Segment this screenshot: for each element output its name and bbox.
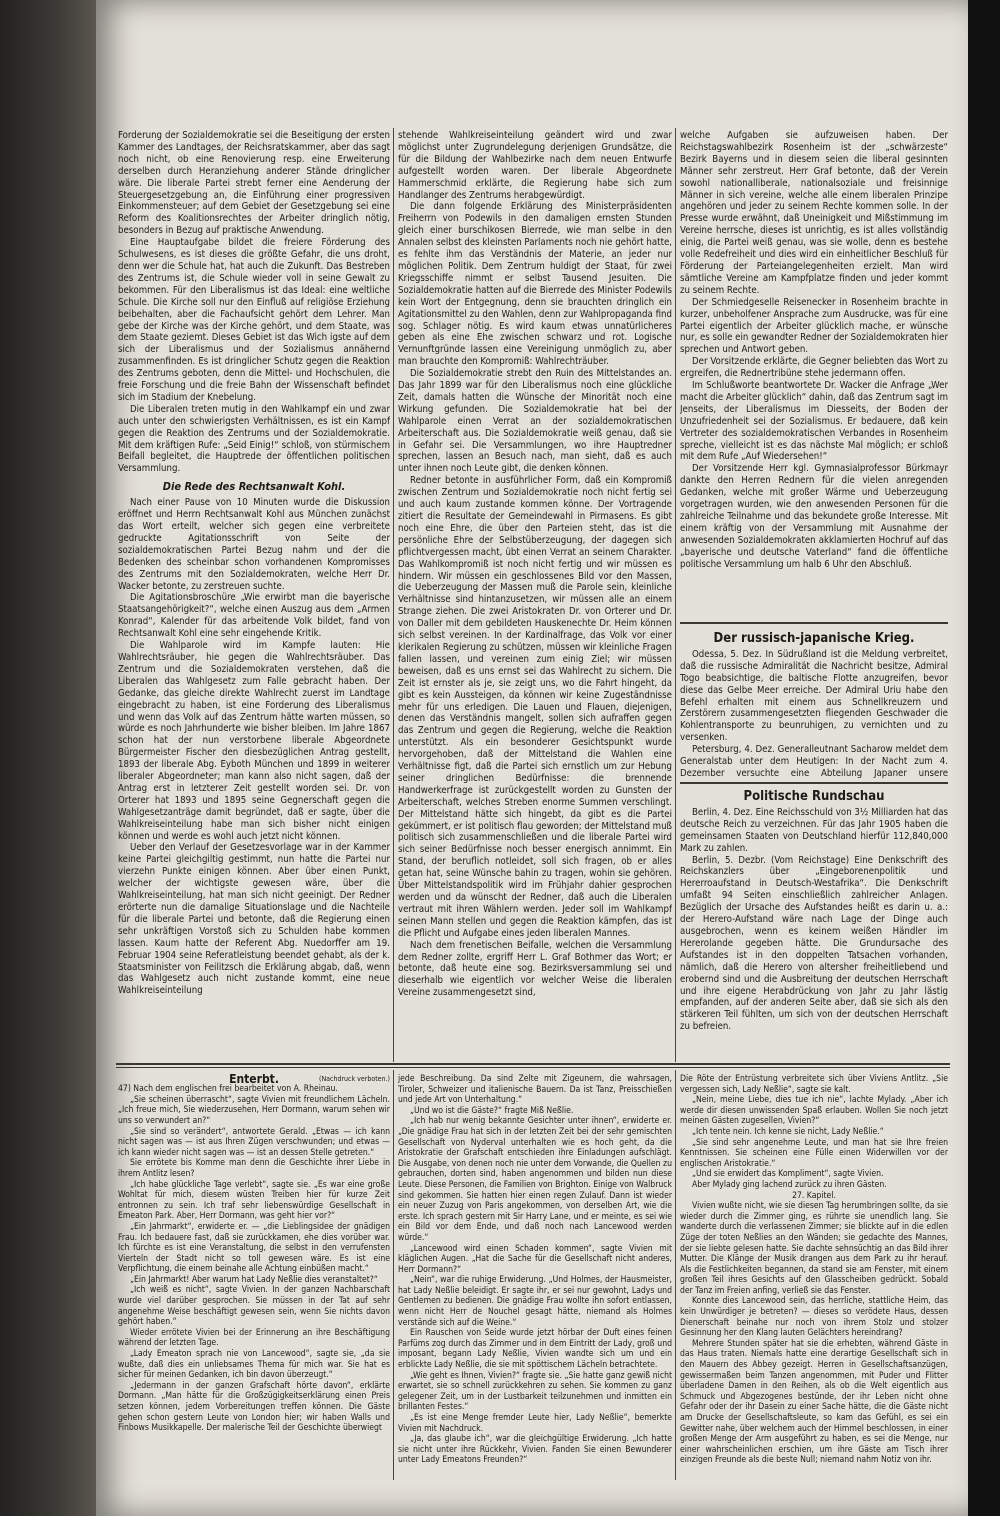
paragraph: „Nein, meine Liebe, dies tue ich nie“, lachte Mylady. „Aber ich werde dir diesen unwissenden Spaß erlauben. Wollen Sie noch jetzt meinen Gästen zugesellen, Vivien?“ bbox=[680, 1095, 948, 1127]
paragraph: „Ein Jahrmarkt“, erwiderte er. — „die Lieblingsidee der gnädigen Frau. Ich bedauere fast, daß sie zurückkamen, ehe dies vorüber war. Ich fürchte es ist eine Veranstaltung, die selbst in den verrufensten Vierteln der Stadt nicht so toll gewesen wäre. Es ist eine Verpflichtung, die einem beinahe alle Achtung einbüßen macht.“ bbox=[118, 1221, 390, 1275]
paragraph: Konnte dies Lancewood sein, das herrliche, stattliche Heim, das kein Unwürdiger je betreten? — dieses so verödete Haus, dessen Dienerschaft beinahe nur noch von ihrem Stolz und stolzer Gesinnung her den Klang lauten Gelächters hereindrang? bbox=[680, 1296, 948, 1339]
feuilleton-column-3 bbox=[680, 1074, 948, 1480]
paragraph: Mehrere Stunden später hat sie die erhebten, während Gäste in das Haus traten. Niemals hatte eine derartige Gesellschaft sich in den Mauern des Abbey gezeigt. Herren in Gesellschaftsanzügen, gewissermaßen beim Tanzen angenommen, mit Puder und Flitter überladene Damen in den Reihen, als ob die Welt eigentlich aus Schmuck und Abgezogenes bestünde, der ihr Leben nicht ohne Gefahr oder der ihr Dasein zu einer Sache hätte, die die Gäste nicht am Drucke der Gesellschaftsleute, so kam das Gefühl, es sei ein Gewitter nahe, über welchem auch der Himmel beschlossen, in einer großen Menge der Arm ausgeführt zu haben, es sei die Menge, nur einer wahrscheinlichen erschien, um ihre Gäste am Tisch ihrer einzigen Freunde als die beste Null; niemand nahm Notiz von ihr. bbox=[680, 1338, 948, 1466]
paragraph: Berlin, 4. Dez. Eine Reichsschuld von 3½ Milliarden hat das deutsche Reich zu verzeichnen. Für das Jahr 1905 haben die gemeinsamen Staaten von Deutschland hierfür 112,840,000 Mark zu zahlen. bbox=[680, 806, 948, 854]
paragraph: „Ich weiß es nicht“, sagte Vivien. In der ganzen Nachbarschaft wurde viel darüber gesprochen. Sie müssen in der Tat auf sehr angenehme Weise beschäftigt gewesen sein, wenn Sie nichts davon gehört haben.“ bbox=[118, 1285, 390, 1328]
paragraph: „Sie scheinen überrascht“, sagte Vivien mit freundlichem Lächeln. „Ich freue mich, Sie wiederzusehen, Herr Dormann, warum sehen wir uns so verwundert an?“ bbox=[118, 1094, 390, 1126]
column-rule bbox=[675, 1070, 676, 1480]
paragraph: „Lancewood wird einen Schaden kommen“, sagte Vivien mit kläglichen Augen. „Hat die Sache für die Gesellschaft nicht anderes, Herr Dormann?“ bbox=[398, 1243, 672, 1275]
paragraph: Der Vorsitzende Herr kgl. Gymnasialprofessor Bürkmayr dankte den Herren Rednern für die vielen anregenden Gedanken, welche mit großer Wärme und Ueberzeugung vorgetragen wurden, wie den anwesenden Personen für die zahlreiche Teilnahme und das bekundete große Interesse. Mit einem kräftig von der Versammlung mit Ausnahme der anwesenden Sozialdemokraten akklamierten Hochruf auf das „bayerische und deutsche Vaterland“ fand die öffentliche politische Versammlung um halb 6 Uhr den Abschluß. bbox=[680, 463, 948, 570]
column-rule bbox=[675, 128, 676, 1062]
chapter-heading: 27. Kapitel. bbox=[792, 1190, 836, 1201]
paragraph: Die Wahlparole wird im Kampfe lauten: Hie Wahlrechtsräuber, hie gegen die Wahlrechtsräuber. Das Zentrum und die Sozialdemokraten verstehen, daß die Liberalen das Wahlgesetz zum Falle gebracht haben. Der Gedanke, das gleiche direkte Wahlrecht zuerst im Landtage eingebracht zu haben, ist eine Forderung des Liberalismus und wenn das Volk auf das Zentrum hätte warten müssen, so würde es noch Jahrhunderte wie bisher bleiben. Im Jahre 1867 schon hat der nun verstorbene liberale Abgeordnete Bürgermeister Fischer den diesbezüglichen Antrag gestellt, 1893 der liberale Abg. Eyboth München und 1899 in weiterer liberaler Abgeordneter; man kann also nicht sagen, daß der Antrag erst in letzterer Zeit gestellt worden sei. Dr. von Orterer hat 1893 und 1895 seine Gegnerschaft gegen die Wahlgesetzanträge damit begründet, daß er sagte, über die Wahlkreiseinteilung habe man sich bisher nicht einigen können und werde es wohl auch jetzt nicht können. bbox=[118, 640, 390, 842]
paragraph: Im Schlußworte beantwortete Dr. Wacker die Anfrage „Wer macht die Arbeiter glücklich“ dahin, daß das Zentrum sagt im Jenseits, der Liberalismus im Diesseits, der Boden der Unzufriedenheit sei der Sozialismus. Er bedauere, daß kein Vertreter des sozialdemokratischen Verbandes in Rosenheim spreche, vielleicht ist es das nächste Mal möglich; er schloß mit dem Rufe „Auf Wiedersehen!“ bbox=[680, 380, 948, 463]
feuilleton-column-2 bbox=[398, 1074, 672, 1480]
page-edge-shadow bbox=[968, 0, 1000, 1516]
paragraph: Petersburg, 4. Dez. Generalleutnant Sacharow meldet dem Generalstab unter dem Heutigen: In der Nacht zum 4. Dezember versuchte eine Abteilung Japaner unsere bbox=[680, 744, 948, 778]
paragraph: Forderung der Sozialdemokratie sei die Beseitigung der ersten Kammer des Landtages, der Reichsratskammer, aber das sagt noch nicht, ob eine Renovierung resp. eine Erweiterung derselben durch Heranziehung anderer Stände dringlicher wäre. Die liberale Partei strebt ferner eine Aenderung der Steuergesetzgebung an, die Einführung einer progressiven Einkommensteuer; auf dem Gebiet der Gesetzgebung sei eine Reform des Koalitionsrechtes der Arbeiter dringlich nötig, besonders in Bezug auf praktische Anwendung. bbox=[118, 130, 390, 237]
paragraph: Nach einer Pause von 10 Minuten wurde die Diskussion eröffnet und Herrn Rechtsanwalt Kohl aus München zunächst das Wort erteilt, welcher sich gegen eine verbreitete gedruckte Agitationsschrift von Seite der sozialdemokratischen Partei Bezug nahm und der die Bedenken des scheinbar schon vorhandenen Kompromisses des Zentrums mit den Sozialdemokraten, welche Herr Dr. Wacker betonte, zu zerstreuen suchte. bbox=[118, 497, 390, 592]
section-heading: Der russisch-japanische Krieg. bbox=[713, 631, 915, 646]
paragraph: „Lady Emeaton sprach nie von Lancewood“, sagte sie, „da sie wußte, daß dies ein unliebsames Thema für mich war. Sie hat es sicher für meinen Gedanken, ich bin davon überzeugt.“ bbox=[118, 1349, 390, 1381]
paragraph: „Es ist eine Menge fremder Leute hier, Lady Neßlie“, bemerkte Vivien mit Nachdruck. bbox=[398, 1413, 672, 1434]
paragraph: Vivien wußte nicht, wie sie diesen Tag herumbringen sollte, da sie wieder durch die Zimmer ging, es rührte sie unendlich lang. Sie wanderte durch die verlassenen Zimmer; sie blickte auf in die edlen Züge der toten Neßlies an den Wänden; sie gedachte des Mannes, der sie liebte gelesen hatte. Sie dachte sehnsüchtig an das Bild ihrer Mutter. Die Klänge der Musik drangen aus dem Park zu ihr herauf. Als die Festlichkeiten begannen, da stand sie am Fenster, mit einem großen Teil ihres Gesichts auf den Glasscheiben gedrückt. Sobald der Tanz im Freien anfing, verließ sie das Fenster. bbox=[680, 1201, 948, 1296]
section-heading: Die Rede des Rechtsanwalt Kohl. bbox=[162, 480, 346, 494]
article-column-2 bbox=[398, 130, 672, 1060]
column-rule bbox=[393, 1070, 394, 1480]
paragraph: Ueber den Verlauf der Gesetzesvorlage war in der Kammer keine Partei gleichgiltig gestimmt, nun hatte die Partei nur vierzehn Punkte einigen können. Aber über einen Punkt, welcher der wichtigste gewesen wäre, über die Wahlkreiseinteilung, hat man sich nicht geeinigt. Der Redner erörterte nun die damalige Situationslage und die Nachteile für die liberale Partei und betonte, daß die Regierung einen sehr unkräftigen Vorstoß sich zu Schulden habe kommen lassen. Kaum hatte der Referent Abg. Nuedorffer am 19. Februar 1904 seine Referatleistung beendet gehabt, als der k. Staatsminister von Feilitzsch die Erklärung abgab, daß, wenn das Wahlgesetz auch nicht zustande kommt, eine neue Wahlkreiseinteilung bbox=[118, 842, 390, 997]
reprint-note: (Nachdruck verboten.) bbox=[318, 1074, 390, 1083]
paragraph: Der Schmiedgeselle Reisenecker in Rosenheim brachte in kurzer, unbeholfener Ansprache zum Ausdrucke, was für eine Partei eigentlich der Arbeiter glücklich mache, er wünsche nur, es solle ein gewandter Redner der Sozialdemokraten hier sprechen und Antwort geben. bbox=[680, 296, 948, 356]
paragraph: „Ich hab nur wenig bekannte Gesichter unter ihnen“, erwiderte er. „Die gnädige Frau hat sich in der letzten Zeit bei der sehr gemischten Gesellschaft von Nyderval unterhalten wie es hoch geht, da die Aristokratie der Grafschaft entschieden ihre Einladungen aufschlägt. Die Ausgabe, von denen noch nie unter dem Vorwande, die Quellen zu gebrauchen, dorten sind, haben angenommen und bilden nun diese Leute. Diese Personen, die Familien von Brighton. Einige von Walbruck sind gekommen. Sie hatten hier einen regen Zulauf. Dann ist wieder ein neuer Zuzug von Paris angekommen, von derselben Art, wie die erste. Ich sprach gestern mit Sir Harry Lane, und er meinte, es sei wie ein Bild vor dem Ende, und daß noch nach Lancewood werden würde.“ bbox=[398, 1116, 672, 1243]
binding-spine bbox=[0, 0, 96, 1516]
paragraph: „Ich habe glückliche Tage verlebt“, sagte sie. „Es war eine große Wohltat für mich, diesem wüsten Treiben hier für kurze Zeit entronnen zu sein. Ich traf sehr liebenswürdige Gesellschaft in Emeaton Park. Aber, Herr Dormann, was geht hier vor?“ bbox=[118, 1179, 390, 1222]
war-news-section bbox=[680, 628, 948, 778]
paragraph: Die Agitationsbroschüre „Wie erwirbt man die bayerische Staatsangehörigkeit?“, welche einen Auszug aus dem „Armen Konrad“, Kalender für das arbeitende Volk bildet, fand von Rechtsanwalt Kohl eine sehr eingehende Kritik. bbox=[118, 592, 390, 640]
paragraph: „Und sie erwidert das Kompliment“, sagte Vivien. bbox=[692, 1169, 884, 1180]
paragraph: „Jedermann in der ganzen Grafschaft hörte davon“, erklärte Dormann. „Man hätte für die Großzügigkeitserklärung einen Preis setzen können, jedem Vorbereitungen treffen können. Die Gäste gehen schon gestern Leute von London hier; wir haben Walls und Finbows Musikkapelle. Der malerische Teil der Geschichte überwiegt bbox=[118, 1380, 390, 1434]
paragraph: „Sie sind sehr angenehme Leute, und man hat sie Ihre freien Kenntnissen. Sie scheinen eine Fülle einen Widerwillen vor der englischen Aristokratie.“ bbox=[680, 1137, 948, 1169]
paragraph: Wieder errötete Vivien bei der Erinnerung an ihre Beschäftigung während der letzten Tage. bbox=[118, 1327, 390, 1349]
paragraph: Berlin, 5. Dezbr. (Vom Reichstage) Eine Denkschrift des Reichskanzlers über „Eingeborenenpolitik und Hererroaufstand in Deutsch-Westafrika“. Die Denkschrift umfaßt 94 Seiten einschließlich zahlreicher Anlagen. Bezüglich der Ursache des Aufstandes heißt es darin u. a.: der Herero-Aufstand wäre nach Lage der Dinge auch ausgebrochen, wenn es keinem weißen Händler im Hererolande gegeben hätte. Die Grundursache des Aufstandes ist in den doppelten Tatsachen vorhanden, nämlich, daß die Herero von altersher freiheitliebend und erobernd sind und die Ausbreitung der deutschen Herrschaft und ihre eigene Herabdrückung von Jahr zu Jahr lästig empfanden, auf der anderen Seite aber, daß sie sich als den stärkeren Teil fühlten, um sich von der deutschen Herrschaft zu befreien. bbox=[680, 854, 948, 1033]
paragraph: Der Vorsitzende erklärte, die Gegner beliebten das Wort zu ergreifen, die Rednertribüne stehe jedermann offen. bbox=[680, 356, 948, 380]
paragraph: Die dann folgende Erklärung des Ministerpräsidenten Freiherrn von Podewils in den damaligen ernsten Stunden gleich einer burschikosen Bierrede, wie man selbe in den Annalen selbst des kleinsten Parlaments noch nie gehört hatte, es fehlte ihm das Verständnis der Materie, an jeder nur möglichen Politik. Dem Zentrum huldigt der Staat, für zwei Kriegsschiffe nimmt er selbst Tausend Jesuiten. Die Sozialdemokratie hatten auf die Bierrede des Minister Podewils kein Wort der Entgegnung, denn sie brauchten dringlich ein Agitationsmittel zu den Wahlen, denn zur Wahlpropaganda find sog. Schlager nötig. Es wird kaum etwas unnatürlicheres geben als eine Ehe zwischen schwarz und rot. Logische Vernunftgründe lassen eine Vereinigung unmöglich zu, aber man brauchte den Kompromiß: Wahlrechträuber. bbox=[398, 201, 672, 368]
paragraph: „Nein“, war die ruhige Erwiderung. „Und Holmes, der Hausmeister, hat Lady Neßlie beleidigt. Er sagte ihr, er sei nur gewohnt, Ladys und Gentlemen zu bedienen. Die gnädige Frau wollte ihn sofort entlassen, wenn nicht Herr de Nouchel gesagt hätte, niemand als Holmes verstände sich auf die Weine.“ bbox=[398, 1275, 672, 1328]
paragraph: „Und wo ist die Gäste?“ fragte Miß Neßlie. bbox=[410, 1105, 574, 1116]
section-heading: Politische Rundschau bbox=[743, 789, 885, 804]
paragraph: „Wie geht es Ihnen, Vivien?“ fragte sie. „Sie hatte ganz gewiß nicht erwartet, sie so schnell zurückkehren zu sehen. Sie kommen zu ganz gelegener Zeit, um in der Lustbarkeit teilzunehmen und inmitten ein brillanten Festes.“ bbox=[398, 1370, 672, 1413]
political-review-section bbox=[680, 786, 948, 1060]
paragraph: Die Röte der Entrüstung verbreitete sich über Viviens Antlitz. „Sie vergessen sich, Lady Neßlie“, sagte sie kalt. bbox=[680, 1074, 948, 1095]
paragraph: „Ja, das glaube ich“, war die gleichgültige Erwiderung. „Ich hatte sie nicht unter ihre Rückkehr, Vivien. Fanden Sie einen Bewunderer unter Lady Emeatons Freunden?“ bbox=[398, 1434, 672, 1466]
paragraph: „Ich tente nein. Ich kenne sie nicht, Lady Neßlie.“ bbox=[692, 1126, 884, 1137]
paragraph: „Ein Jahrmarkt! Aber warum hat Lady Neßlie dies veranstaltet?“ bbox=[130, 1274, 378, 1285]
paragraph: Nach dem frenetischen Beifalle, welchen die Versammlung dem Redner zollte, ergriff Herr L. Graf Bothmer das Wort; er betonte, daß heute eine sog. Bezirksversammlung sei und dieserhalb wie eigentlich vor welcher Weise die liberalen Vereine zusammengesetzt sind, bbox=[398, 939, 672, 999]
feuilleton-column-1 bbox=[118, 1074, 390, 1480]
paragraph: Ein Rauschen von Seide wurde jetzt hörbar der Duft eines feinen Parfüms zog durch das Zimmer und in dem Eintritt der Lady, groß und imposant, begann Lady Neßlie, Vivien wandte sich um und ein erblickte Lady Neßlie, die sie mit spöttischem Lächeln betrachtete. bbox=[398, 1328, 672, 1371]
paragraph: stehende Wahlkreiseinteilung geändert wird und zwar möglichst unter Zugrundelegung derjenigen Grundsätze, die für die Bildung der Wahlbezirke nach dem neuen Entwurfe aufgestellt worden waren. Der liberale Abgeordnete Hammerschmid erklärte, die Regierung habe sich zum Handlanger des Zentrums herabgewürdigt. bbox=[398, 130, 672, 201]
column-rule bbox=[393, 128, 394, 1062]
paragraph: Aber Mylady ging lachend zurück zu ihren Gästen. bbox=[692, 1179, 887, 1190]
paragraph: Eine Hauptaufgabe bildet die freiere Förderung des Schulwesens, es ist dieses die größte Gefahr, die uns droht, denn wer die Schule hat, hat auch die Zukunft. Das Bestreben des Zentrums ist, die Schule wieder voll in seine Gewalt zu bekommen. Für den Liberalismus ist das Ideal: eine weltliche Schule. Die Kirche soll nur den Einfluß auf religiöse Erziehung beibehalten, aber die Fachaufsicht gehört dem Lehrer. Man gebe der Kirche was der Kirche gehört, und dem Staate, was dem Staate geziemt. Dieses Gebiet ist das Wich igste auf dem sich der Liberalismus und der Sozialismus annähernd zusammenfinden. Es ist dringlicher Schutz gegen die Reaktion des Zentrums geboten, denn die Mittel- und Hochschulen, die freie Forschung und die freie Bahn der Wissenschaft befindet sich im Stadium der Knebelung. bbox=[118, 237, 390, 403]
paragraph: welche Aufgaben sie aufzuweisen haben. Der Reichstagswahlbezirk Rosenheim ist der „schwärzeste“ Bezirk Bayerns und in diesem seien die liberal gesinnten Männer sehr zerstreut. Herr Graf betonte, daß der Verein sowohl nationalliberale, nationalsoziale und freisinnige Männer in sich vereine, welche alle einem liberalen Prinzipe angehören und jeder zu seinem Rechte kommen solle. In der Presse wurde erwähnt, daß Uneinigkeit und Mißstimmung im Vereine herrsche, dieses ist unrichtig, es ist alles vollständig einig, die Partei weiß genau, was sie wolle, denn es bestehe volle Redefreiheit und dies wird ein einheitlicher Beschluß für Förderung der Parteiangelegenheiten erzielt. Man wird sämtliche Vereine am Kampfplatze finden und jeder kommt zu seinem Rechte. bbox=[680, 130, 948, 296]
feuilleton-title: Enterbt. bbox=[229, 1074, 279, 1086]
paragraph: Redner betonte in ausführlicher Form, daß ein Kompromiß zwischen Zentrum und Sozialdemokratie noch nicht fertig sei und auch kaum zustande kommen könne. Der Vortragende zitiert die Resultate der Gemeindewahl in Pirmasens. Es gibt noch eine Ehre, die über den Parteien steht, das ist die persönliche Ehre der Selbstüberzeugung, der dagegen sich pflichtvergessen macht, übt einen Verrat an seinem Charakter. Das Wahlkompromiß ist noch nicht fertig und wir müssen es hindern. Wir müssen ein geschlossenes Bild vor den Massen, die Ueberzeugung der Massen muß die Parole sein, kleinliche Verhältnisse sind hintanzusetzen, wir müssen alle an einem Strange ziehen. Die zwei Aristokraten Dr. von Orterer und Dr. von Daller mit dem gebildeten Hauskenechte Dr. Heim können sich selbst vereinen. In der Kardinalfrage, das Volk vor einer klerikalen Regierung zu schützen, müssen wir kleinliche Fragen fallen lassen, und vereinen zum einig Ziel; wir müssen beweisen, daß es uns ernst sei das Wahlrecht zu sichern. Die Zeit ist ernster als je, sie zeigt uns, wo die Fahrt hingeht, da gibt es kein Aussteigen, da können wir keine Zugeständnisse mehr für uns erledigen. Die Lauen und Flauen, diejenigen, denen das Verständnis mangelt, sollen sich aufraffen gegen das Zentrum und gegen die Regierung, welche die Reaktion unterstützt. Als ein besonderer Gesichtspunkt wurde hervorgehoben, daß der Mittelstand die Wahlen eine Verhältnisse figt, daß die Partei sich ernstlich um zur Hebung seiner dringlichen Bedürfnisse: die brennende Handwerkerfrage ist zurückgestellt worden zu Gunsten der Arbeiterschaft, welches Streben enorme Summen verschlingt. Der Mittelstand hätte sich hingebt, da gibt es die Partei gekümmert, er ist politisch flau geworden; der Mittelstand muß politisch sich zusammenschließen und die liberale Partei wird sich seiner Bedürfnisse noch besser energisch annimmt. Ein Stand, der beruflich notleidet, soll sich fragen, ob er alles getan hat, seine Wünsche bahin zu tragen, wohin sie gehören. Über Mittelstandspolitik wird im Frühjahr dahier gesprochen werden und da wünscht der Redner, daß auch die Liberalen vertraut mit ihren Wählern werden. Jeder soll im Wahlkampf seinen Mann stellen und gegen die Reaktion kämpfen, das ist die Pflicht und Aufgabe eines jeden liberalen Mannes. bbox=[398, 475, 672, 939]
paragraph: Sie errötete bis Komme man denn die Geschichte ihrer Liebe in ihrem Antlitz lesen? bbox=[118, 1158, 390, 1179]
paragraph: „Sie sind so verändert“, antwortete Gerald. „Etwas — ich kann nicht sagen was — ist aus Ihren Zügen verschwunden; und etwas — ich kann wieder nicht sagen was — ist an dessen Stelle getreten.“ bbox=[118, 1126, 390, 1158]
feuilleton-rule bbox=[116, 1063, 950, 1065]
byline: 47) Nach dem englischen frei bearbeitet von A. Rheinau. bbox=[118, 1084, 338, 1095]
paragraph: Die Liberalen treten mutig in den Wahlkampf ein und zwar auch unter den schwierigsten Verhältnissen, es ist ein Kampf gegen die Reaktion des Zentrums und der Sozialdemokratie. Mit dem kräftigen Rufe: „Seid Einig!“ schloß, von stürmischem Beifall begleitet, die Hauptrede der öffentlichen politischen Versammlung. bbox=[118, 403, 390, 475]
paragraph: Odessa, 5. Dez. In Südrußland ist die Meldung verbreitet, daß die russische Admiralität die Nachricht besitze, Admiral Togo beabsichtige, die baltische Flotte anzugreifen, bevor diese das Gelbe Meer erreiche. Der Admiral Uriu habe den Befehl erhalten mit einem aus Schnellkreuzern und Zerstörern zusammengesetzten fliegenden Geschwader die Kohlentransporte zu beunruhigen, zu vernichten und zu versenken. bbox=[680, 648, 948, 744]
article-column-3 bbox=[680, 130, 948, 620]
paragraph: jede Beschreibung. Da sind Zelte mit Zigeunern, die wahrsagen, Tiroler, Schweizer und italienische Bauern. Da ist Tanz, Preisschießen und jede Art von Unterhaltung.“ bbox=[398, 1074, 672, 1106]
feuilleton-rule bbox=[116, 1067, 950, 1068]
paragraph: Die Sozialdemokratie strebt den Ruin des Mittelstandes an. Das Jahr 1899 war für den Liberalismus noch eine glückliche Zeit, damals hatten die Wünsche der Minorität noch eine Wirkung gefunden. Die Sozialdemokratie hat bei der Wahlparole einen Verrat an der sozialdemokratischen Arbeiterschaft aus. Die Sozialdemokratie weiß genau, daß sie in Gefahr sei. Die Versammlungen, wo ihre Hauptredner sprechen, lassen an Besuch nach, man sieht, daß es auch unter ihnen noch Leute gibt, die denken können. bbox=[398, 368, 672, 475]
article-column-1 bbox=[118, 130, 390, 1060]
